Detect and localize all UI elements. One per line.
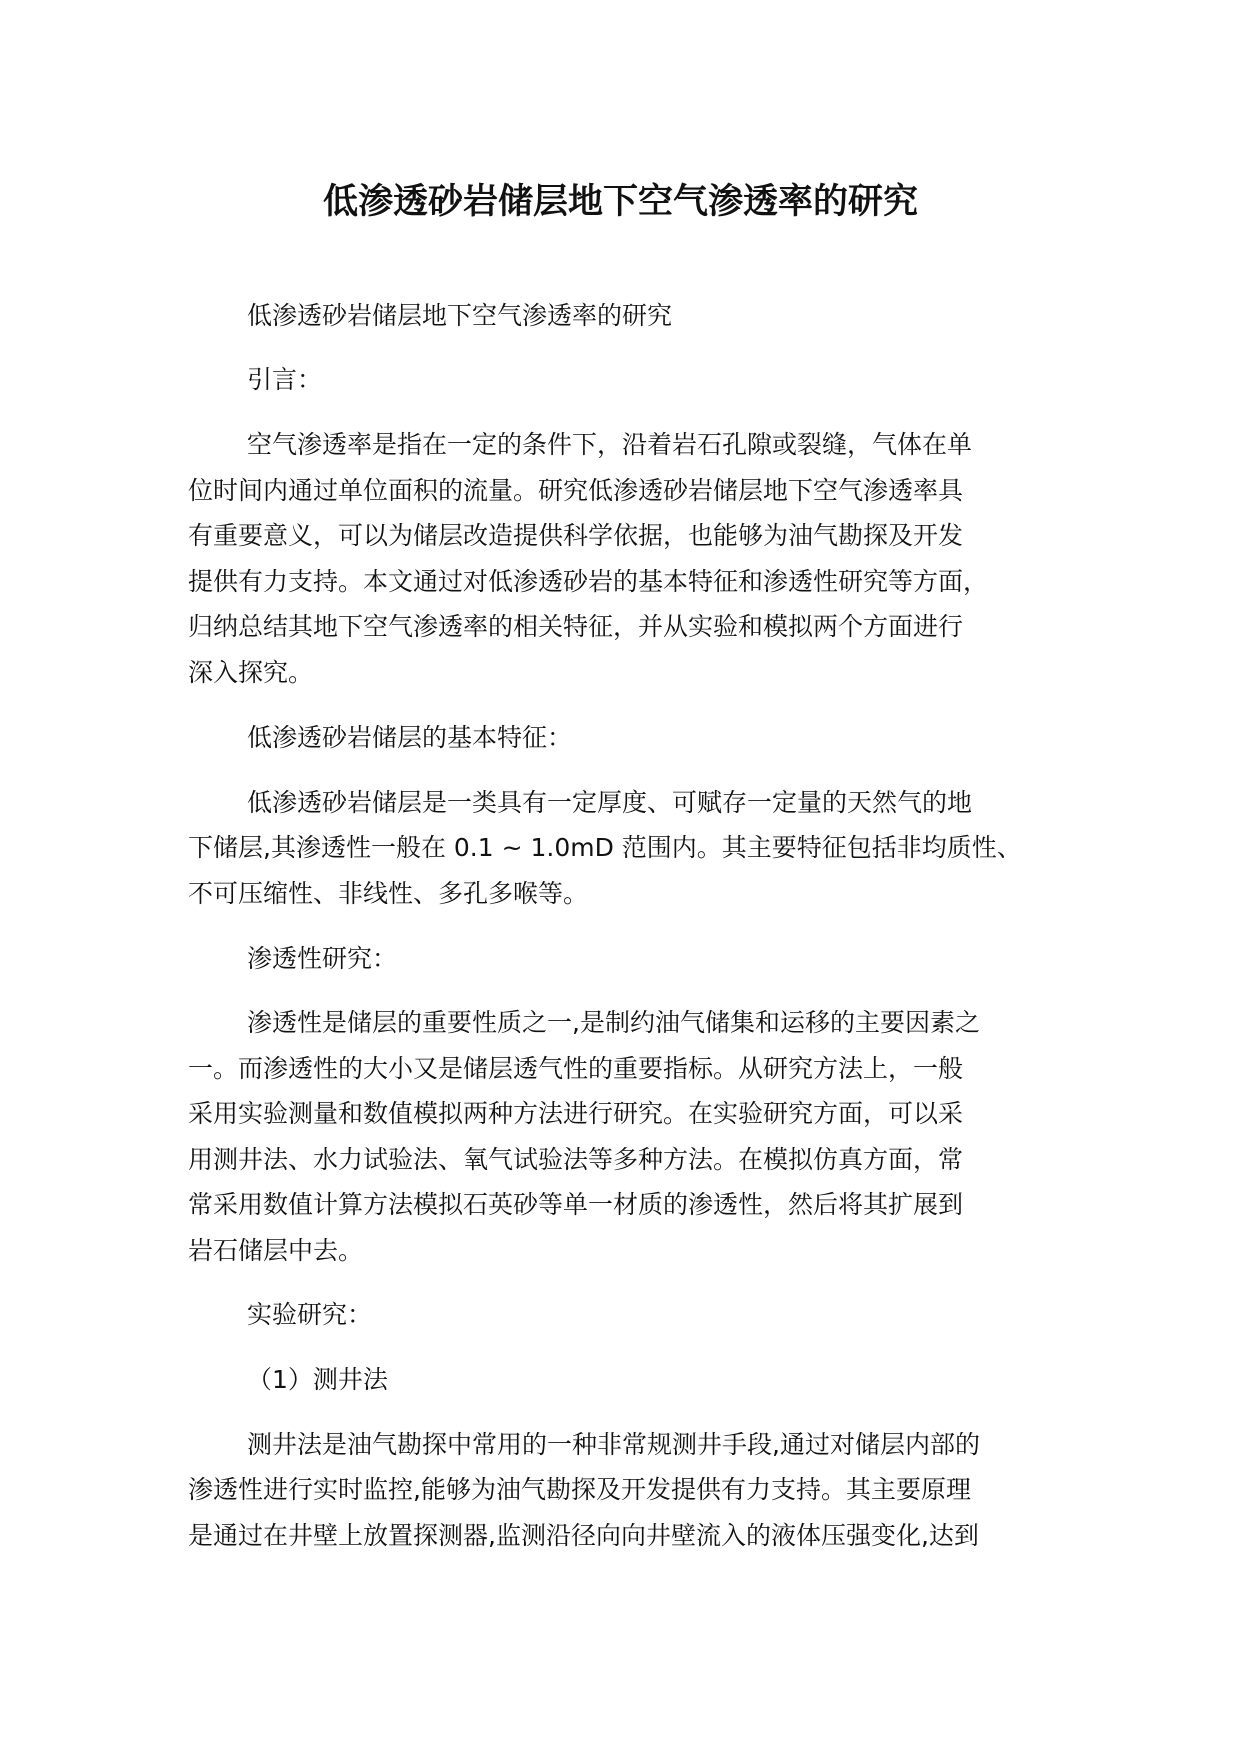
method1-line-1: 测井法是油气勘探中常用的一种非常规测井手段,通过对储层内部的 [247, 1430, 980, 1459]
features-line-3: 不可压缩性、非线性、多孔多喉等。 [188, 879, 589, 908]
intro-line-4: 提供有力支持。本文通过对低渗透砂岩的基本特征和渗透性研究等方面， [188, 567, 989, 596]
method1-line-2: 渗透性进行实时监控,能够为油气勘探及开发提供有力支持。其主要原理 [188, 1475, 971, 1504]
intro-line-3: 有重要意义，可以为储层改造提供科学依据，也能够为油气勘探及开发 [188, 521, 964, 550]
permeability-line-3: 采用实验测量和数值模拟两种方法进行研究。在实验研究方面，可以采 [188, 1099, 964, 1128]
features-line-2: 下储层,其渗透性一般在 0.1 ~ 1.0mD 范围内。其主要特征包括非均质性、 [188, 833, 1022, 862]
document-title: 低渗透砂岩储层地下空气渗透率的研究 [322, 182, 918, 222]
permeability-line-6: 岩石储层中去。 [188, 1236, 364, 1265]
method1-line-3: 是通过在井壁上放置探测器,监测沿径向向井壁流入的液体压强变化,达到 [188, 1521, 979, 1550]
permeability-line-4: 用测井法、水力试验法、氧气试验法等多种方法。在模拟仿真方面，常 [188, 1145, 964, 1174]
permeability-line-5: 常采用数值计算方法模拟石英砂等单一材质的渗透性，然后将其扩展到 [188, 1190, 964, 1219]
intro-line-6: 深入探究。 [188, 658, 314, 687]
method1-heading: （1）测井法 [247, 1365, 388, 1394]
experiment-heading: 实验研究： [247, 1300, 373, 1329]
features-line-1: 低渗透砂岩储层是一类具有一定厚度、可赋存一定量的天然气的地 [247, 788, 973, 817]
permeability-line-2: 一。而渗透性的大小又是储层透气性的重要指标。从研究方法上，一般 [188, 1054, 964, 1083]
subtitle: 低渗透砂岩储层地下空气渗透率的研究 [247, 301, 673, 330]
features-heading: 低渗透砂岩储层的基本特征： [247, 723, 573, 752]
intro-line-5: 归纳总结其地下空气渗透率的相关特征，并从实验和模拟两个方面进行 [188, 612, 964, 641]
intro-heading: 引言： [247, 365, 323, 394]
intro-line-1: 空气渗透率是指在一定的条件下，沿着岩石孔隙或裂缝，气体在单 [247, 430, 973, 459]
permeability-line-1: 渗透性是储层的重要性质之一,是制约油气储集和运移的主要因素之 [247, 1008, 980, 1037]
intro-line-2: 位时间内通过单位面积的流量。研究低渗透砂岩储层地下空气渗透率具 [188, 476, 964, 505]
permeability-heading: 渗透性研究： [247, 944, 398, 973]
